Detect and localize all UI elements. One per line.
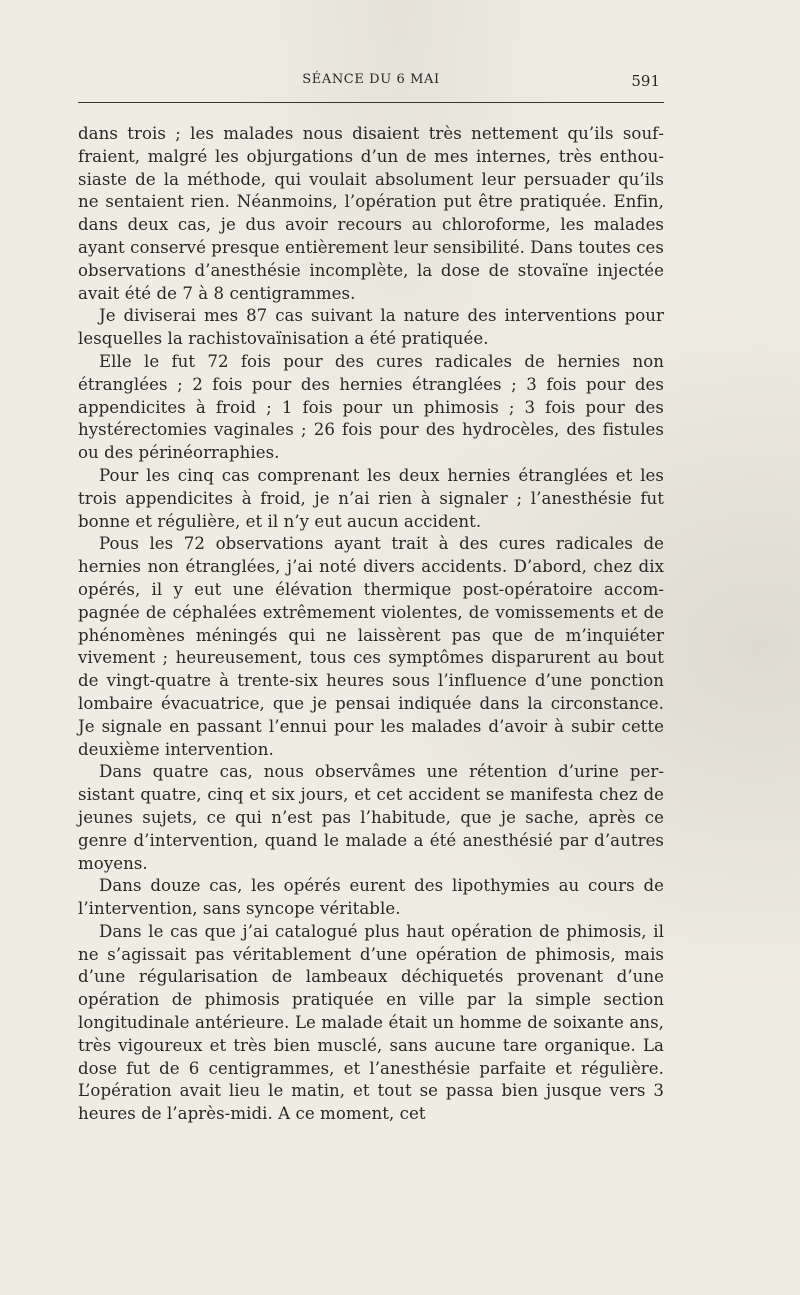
paragraph: Dans quatre cas, nous observâmes une rétention d’urine persistant quatre, cinq et six jours, et cet accident se manifesta chez de jeunes sujets, ce qui n’est pas l’habitude, que je sache, après ce genre d’intervention, quand le malade a été anesthésié par d’autres moyens. <box>78 762 664 873</box>
paragraph: Elle le fut 72 fois pour des cures radicales de hernies non étranglées ; 2 fois pour des hernies étranglées ; 3 fois pour des appendicites à froid ; 1 fois pour un phimosis ; 3 fois pour des hystérectomies vaginales ; 26 fois pour des hydrocèles, des fistules ou des périnéorraphies. <box>78 351 664 463</box>
running-header <box>78 72 664 96</box>
paragraph: Pous les 72 observations ayant trait à des cures radicales de hernies non étranglées, j’ai noté divers accidents. D’abord, chez dix opérés, il y eut une élévation thermique post-opératoire accompagnée de céphalées extrêmement violentes, de vomissements et de phénomènes méningés qui ne laissèrent pas que de m’inquiéter vivement ; heureusement, tous ces symptômes disparurent au bout de vingt-quatre à trente-six heures sous l’influence d’une ponction lombaire évacuatrice, que je pensai indiquée dans la circonstance. Je signale en passant l’ennui pour les malades d’avoir à subir cette deuxième intervention. <box>78 534 664 759</box>
page-number: 591 <box>631 72 660 90</box>
paragraph: dans trois ; les malades nous disaient très nettement qu’ils souffraient, malgré les objurgations d’un de mes internes, très enthousiaste de la méthode, qui voulait absolument leur persuader qu’ils ne sentaient rien. Néanmoins, l’opération put être pratiquée. Enfin, dans deux cas, je dus avoir recours au chloroforme, les malades ayant conservé presque entièrement leur sensibilité. Dans toutes ces observations d’anesthésie incomplète, la dose de stovaïne injectée avait été de 7 à 8 centigrammes. <box>78 124 664 303</box>
body-text <box>78 123 664 1126</box>
header-rule <box>78 102 664 103</box>
paragraph: Pour les cinq cas comprenant les deux hernies étranglées et les trois appendicites à froid, je n’ai rien à signaler ; l’anesthésie fut bonne et régulière, et il n’y eut aucun accident. <box>78 465 664 531</box>
paragraph: Dans douze cas, les opérés eurent des lipothymies au cours de l’intervention, sans syncope véritable. <box>78 876 664 919</box>
paragraph: Je diviserai mes 87 cas suivant la nature des interventions pour lesquelles la rachistovaïnisation a été pratiquée. <box>78 306 664 349</box>
running-title: SÉANCE DU 6 MAI <box>302 72 440 87</box>
paragraph: Dans le cas que j’ai catalogué plus haut opération de phimosis, il ne s’agissait pas véritablement d’une opération de phimosis, mais d’une régularisation de lambeaux déchiquetés provenant d’une opération de phimosis pratiquée en ville par la simple section longitudinale antérieure. Le malade était un homme de soixante ans, très vigoureux et très bien musclé, sans aucune tare organique. La dose fut de 6 centigrammes, et l’anesthésie parfaite et régulière. L’opération avait lieu le matin, et tout se passa bien jusque vers 3 heures de l’après-midi. A ce moment, cet <box>78 921 664 1124</box>
